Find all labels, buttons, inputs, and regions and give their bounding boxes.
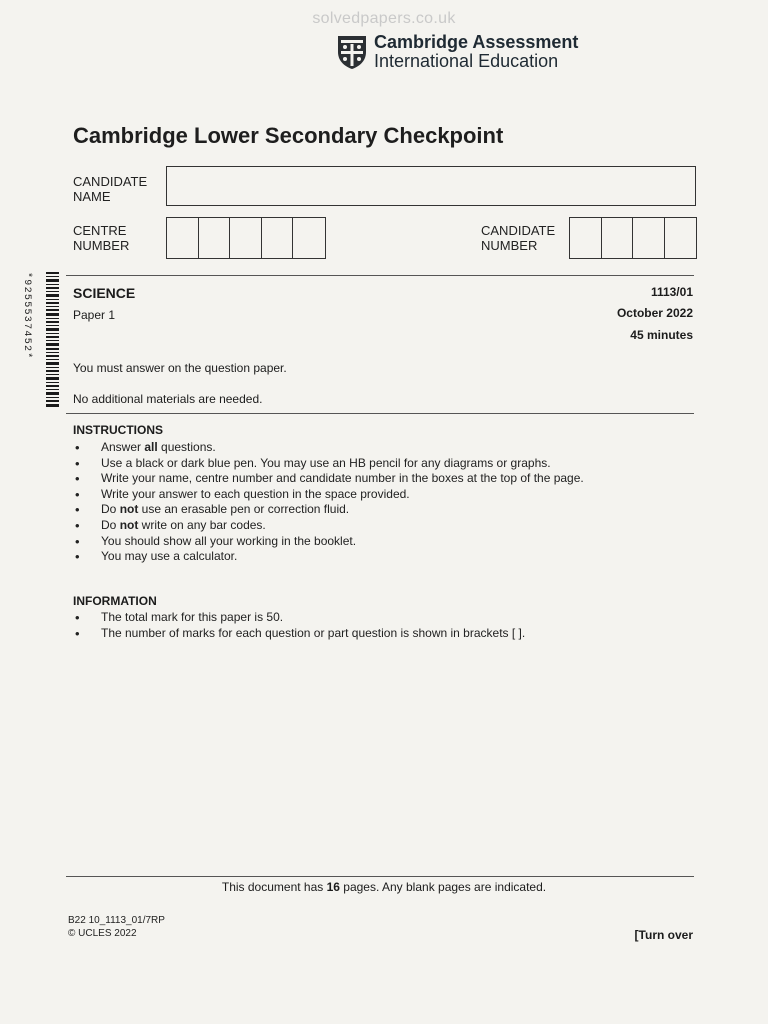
candidate-number-label-line2: NUMBER xyxy=(481,238,538,253)
centre-number-label-line2: NUMBER xyxy=(73,238,130,253)
instruction-emphasis: not xyxy=(119,502,139,517)
centre-number-label xyxy=(73,223,129,253)
paper-code: 1113/01 xyxy=(650,285,693,299)
instruction-text: Do xyxy=(101,517,120,532)
instruction-text: Answer xyxy=(101,440,145,454)
document-reference: B22 10_1113_01/7RP xyxy=(68,915,165,926)
list-item xyxy=(73,549,713,565)
list-item xyxy=(73,518,713,534)
page-count-text: pages. Any blank pages are indicated. xyxy=(339,880,547,894)
cambridge-logo xyxy=(336,33,578,71)
list-item xyxy=(73,456,713,472)
exam-duration: 45 minutes xyxy=(630,328,693,342)
details-divider xyxy=(66,413,694,414)
instructions-list xyxy=(73,440,713,565)
instruction-text: Use a black or dark blue pen. You may use an HB pencil for any diagrams or graphs. xyxy=(101,455,551,470)
list-item xyxy=(73,487,713,503)
logo-line-1: Cambridge Assessment xyxy=(374,32,579,52)
copyright: © UCLES 2022 xyxy=(68,928,137,939)
candidate-number-box[interactable] xyxy=(602,218,634,258)
instruction-text: questions. xyxy=(157,440,216,454)
centre-number-label-line1: CENTRE xyxy=(73,223,127,238)
header-divider xyxy=(66,275,694,276)
candidate-name-label-line1: CANDIDATE xyxy=(73,174,148,189)
centre-number-box[interactable] xyxy=(230,218,262,258)
candidate-number-label-line1: CANDIDATE xyxy=(481,223,556,238)
information-list xyxy=(73,610,713,641)
centre-number-box[interactable] xyxy=(293,218,325,258)
answer-note: You must answer on the question paper. xyxy=(73,361,287,375)
centre-number-box[interactable] xyxy=(199,218,231,258)
turn-over: [Turn over xyxy=(634,928,693,942)
list-item: • The number of marks for each question or part question is shown in brackets [ ]. xyxy=(73,626,713,642)
instruction-emphasis: all xyxy=(144,440,158,454)
instruction-text: Write your answer to each question in the space provided. xyxy=(101,486,410,501)
list-item xyxy=(73,471,713,487)
crest-icon xyxy=(336,34,368,70)
instructions-heading: INSTRUCTIONS xyxy=(73,423,163,437)
candidate-number-label xyxy=(481,223,555,253)
information-heading: INFORMATION xyxy=(73,594,157,608)
footer-divider xyxy=(66,876,694,877)
instruction-text: write on any bar codes. xyxy=(138,517,266,532)
materials-note: No additional materials are needed. xyxy=(73,392,263,406)
subject: SCIENCE xyxy=(73,285,136,301)
page-count-text: This document has xyxy=(221,880,327,894)
watermark: solvedpapers.co.uk xyxy=(312,10,456,27)
paper-number: Paper 1 xyxy=(73,308,116,322)
page-count-note xyxy=(0,880,768,894)
centre-number-box[interactable] xyxy=(167,218,199,258)
instruction-text: You should show all your working in the booklet. xyxy=(101,533,357,548)
instruction-text: Do xyxy=(101,502,120,517)
page-count: 16 xyxy=(326,880,340,894)
exam-date: October 2022 xyxy=(616,306,693,320)
centre-number-box[interactable] xyxy=(262,218,294,258)
candidate-name-field[interactable] xyxy=(166,166,696,206)
candidate-name-label xyxy=(73,174,147,204)
candidate-number-box[interactable] xyxy=(633,218,665,258)
candidate-name-label-line2: NAME xyxy=(73,189,111,204)
centre-number-field[interactable] xyxy=(166,217,326,259)
instruction-text: Write your name, centre number and candidate number in the boxes at the top of the page. xyxy=(101,471,584,486)
instruction-text: You may use a calculator. xyxy=(101,549,238,564)
instruction-emphasis: not xyxy=(119,517,139,532)
barcode xyxy=(34,272,60,408)
list-item xyxy=(73,534,713,550)
candidate-number-box[interactable] xyxy=(570,218,602,258)
list-item xyxy=(73,440,713,456)
page-title: Cambridge Lower Secondary Checkpoint xyxy=(73,123,504,148)
logo-line-2: International Education xyxy=(374,51,559,71)
candidate-number-field[interactable] xyxy=(569,217,697,259)
instruction-text: use an erasable pen or correction fluid. xyxy=(138,502,350,517)
list-item xyxy=(73,502,713,518)
barcode-text: *9255537452* xyxy=(21,272,32,360)
list-item: • The total mark for this paper is 50. xyxy=(73,610,713,626)
candidate-number-box[interactable] xyxy=(665,218,696,258)
